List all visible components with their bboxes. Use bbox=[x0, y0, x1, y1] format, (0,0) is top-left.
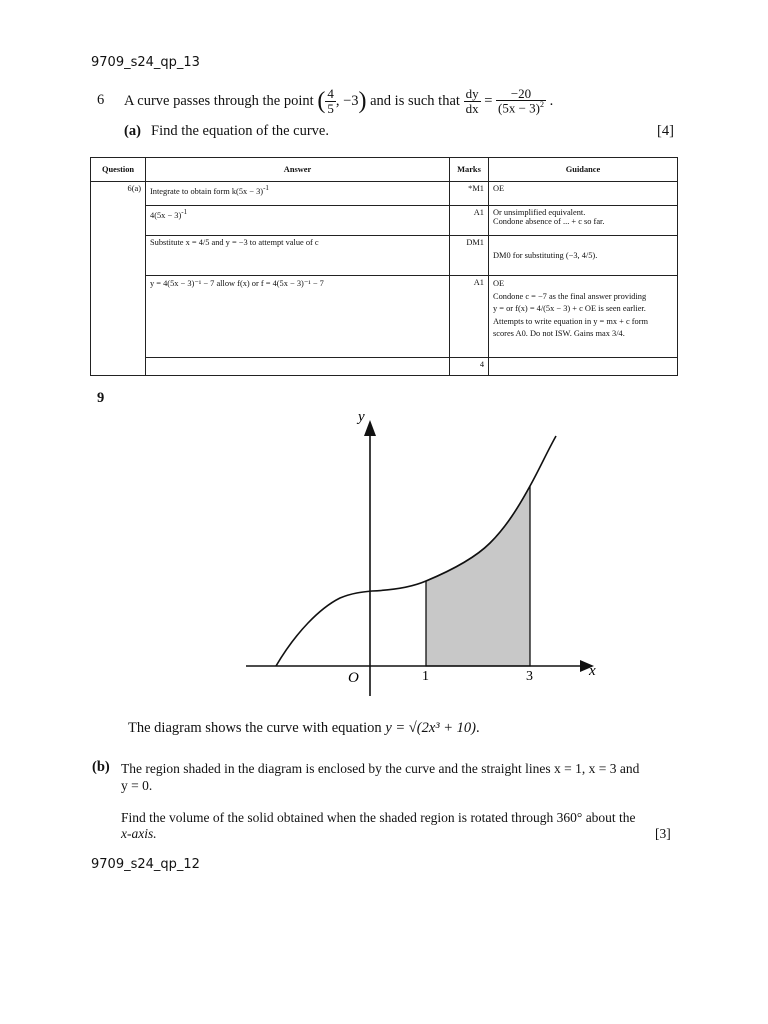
origin-label: O bbox=[348, 670, 359, 686]
caption-equation: y = √(2x³ + 10) bbox=[385, 720, 476, 736]
open-paren: ( bbox=[317, 87, 326, 114]
guidance-line: Or unsimplified equivalent. bbox=[493, 208, 586, 217]
answer-cell: Substitute x = 4/5 and y = −3 to attempt value of c bbox=[146, 236, 450, 276]
guidance-line: Condone c = −7 as the final answer providing bbox=[493, 291, 647, 301]
part-b-label: (b) bbox=[92, 759, 110, 775]
dx: dx bbox=[465, 100, 479, 116]
q6-end: . bbox=[549, 92, 554, 109]
rhs-den-base: (5x − 3) bbox=[498, 100, 540, 116]
guidance-line: OE bbox=[493, 279, 505, 288]
question-number-9: 9 bbox=[97, 390, 105, 406]
find-line2: x-axis. bbox=[121, 826, 157, 841]
rhs-num: −20 bbox=[510, 85, 532, 101]
diagram-caption bbox=[128, 720, 480, 737]
question-6-stem: A curve passes through the point ( $\frac{4}{5}$ , −3 ) and is such that $\frac{dy}{dx}$ = $\frac{-20}{(5x - 3)^2}$ . bbox=[124, 85, 554, 116]
guidance-line: OE bbox=[493, 184, 505, 193]
x-axis-label: x bbox=[589, 663, 596, 679]
total-marks-cell: 4 bbox=[450, 358, 489, 376]
guidance-line: scores A0. Do not ISW. Gains max 3/4. bbox=[493, 329, 625, 338]
y-axis-label: y bbox=[358, 409, 365, 425]
point-y: , −3 bbox=[335, 92, 359, 109]
part-a-text: Find the equation of the curve. bbox=[151, 123, 329, 139]
header-marks: Marks bbox=[450, 158, 489, 182]
marks-cell: *M1 bbox=[450, 182, 489, 206]
header-question: Question bbox=[91, 158, 146, 182]
dy: dy bbox=[465, 85, 479, 101]
guidance-line: y = or f(x) = 4/(5x − 3) + c OE is seen earlier. bbox=[493, 304, 646, 313]
point-x-num: 4 bbox=[327, 85, 334, 101]
part-b-line1: The region shaded in the diagram is enclosed by the curve and the straight lines x = 1, x = 3 and bbox=[121, 761, 640, 776]
close-paren: ) bbox=[358, 87, 367, 114]
caption-text: The diagram shows the curve with equation bbox=[128, 720, 382, 736]
guidance-line: Attempts to write equation in y = mx + c form bbox=[493, 316, 649, 326]
q6-text-after: and is such that bbox=[370, 92, 460, 109]
paper-code-top: 9709_s24_qp_13 bbox=[91, 55, 200, 70]
marks-cell: A1 bbox=[450, 206, 489, 236]
header-guidance: Guidance bbox=[489, 158, 678, 182]
part-b-marks: [3] bbox=[655, 826, 671, 841]
part-a-marks: [4] bbox=[657, 123, 674, 139]
caption-end: . bbox=[475, 720, 480, 736]
answer-cell: y = 4(5x − 3)⁻¹ − 7 allow f(x) or f = 4(5x − 3)⁻¹ − 7 bbox=[146, 276, 450, 358]
question-number-6: 6 bbox=[97, 92, 105, 108]
answer-sup: -1 bbox=[181, 208, 188, 216]
tick-label-3: 3 bbox=[526, 669, 533, 684]
q6-text-before: A curve passes through the point bbox=[124, 92, 314, 109]
question-cell: 6(a) bbox=[91, 182, 146, 376]
guidance-line: DM0 for substituting (−3, 4/5). bbox=[493, 251, 598, 260]
part-a-label: (a) bbox=[124, 123, 141, 139]
answer-text: Integrate to obtain form k(5x − 3) bbox=[150, 186, 264, 196]
tick-label-1: 1 bbox=[422, 669, 429, 684]
marks-cell: DM1 bbox=[450, 236, 489, 276]
point-x-den: 5 bbox=[327, 100, 334, 116]
answer-text: 4(5x − 3) bbox=[150, 210, 182, 220]
part-b-line2: y = 0. bbox=[121, 778, 153, 793]
guidance-line: Condone absence of ... + c so far. bbox=[493, 217, 605, 226]
rhs-den-exp: 2 bbox=[540, 100, 544, 110]
header-answer: Answer bbox=[146, 158, 450, 182]
answer-sup: -1 bbox=[263, 184, 269, 192]
marks-cell: A1 bbox=[450, 276, 489, 358]
paper-code-bottom: 9709_s24_qp_12 bbox=[91, 857, 200, 872]
find-line1: Find the volume of the solid obtained when the shaded region is rotated through 360° about the bbox=[121, 810, 636, 825]
y-axis-arrow bbox=[364, 420, 376, 436]
